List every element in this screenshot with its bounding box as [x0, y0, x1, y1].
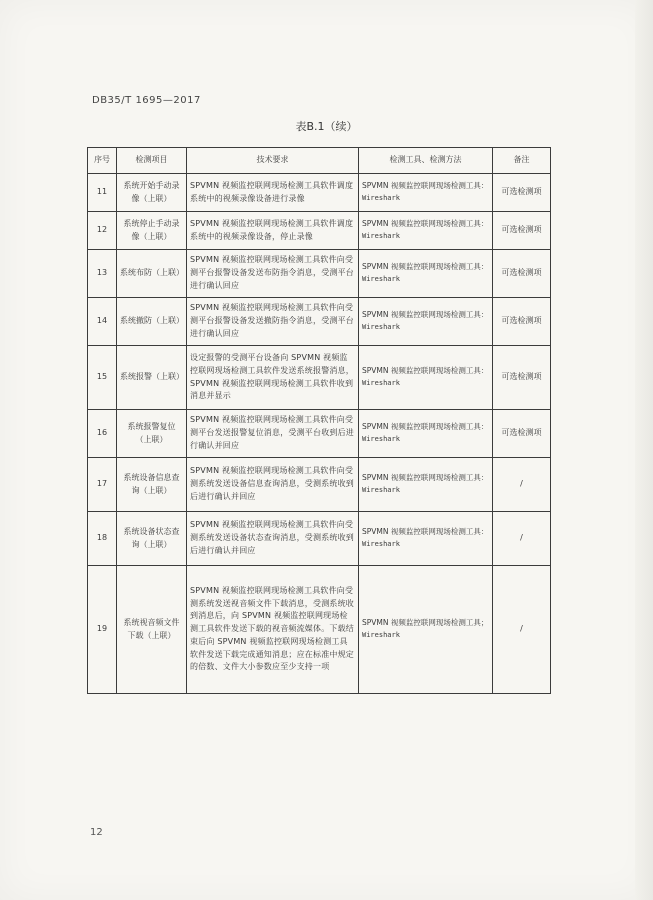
table-row [88, 174, 551, 212]
cell-tool [359, 250, 493, 298]
cell-item: 系统设备状态查询（上联） [117, 512, 187, 566]
cell-no: 15 [88, 346, 117, 410]
tool-text: SPVMN 视频监控联网现场检测工具： [362, 366, 489, 376]
cell-note: 可选检测项 [493, 174, 551, 212]
column-header-tool: 检测工具、检测方法 [359, 148, 493, 174]
cell-no: 13 [88, 250, 117, 298]
cell-requirement: SPVMN 视频监控联网现场检测工具软件向受测系统发送设备信息查询消息，受测系统收到后进行确认并回应 [187, 458, 359, 512]
cell-note: / [493, 458, 551, 512]
inspection-table [87, 147, 551, 694]
tool-text: SPVMN 视频监控联网现场检测工具： [362, 422, 489, 432]
tool-text: SPVMN 视频监控联网现场检测工具： [362, 181, 489, 191]
cell-requirement: SPVMN 视频监控联网现场检测工具软件向受测系统发送设备状态查询消息，受测系统收到后进行确认并回应 [187, 512, 359, 566]
cell-tool [359, 212, 493, 250]
cell-note: 可选检测项 [493, 250, 551, 298]
cell-requirement: SPVMN 视频监控联网现场检测工具软件向受测平台发送报警复位消息，受测平台收到后进行确认并回应 [187, 410, 359, 458]
table-row [88, 298, 551, 346]
tool-name-en: Wireshark [362, 275, 400, 284]
cell-no: 14 [88, 298, 117, 346]
table-row [88, 410, 551, 458]
tool-name-en: Wireshark [362, 486, 400, 495]
tool-name-en: Wireshark [362, 435, 400, 444]
cell-tool [359, 458, 493, 512]
tool-name-en: Wireshark [362, 379, 400, 388]
tool-name-en: Wireshark [362, 323, 400, 332]
cell-requirement: SPVMN 视频监控联网现场检测工具软件调度系统中的视频录像设备进行录像 [187, 174, 359, 212]
table-row [88, 346, 551, 410]
cell-requirement: SPVMN 视频监控联网现场检测工具软件向受测系统发送视音频文件下载消息，受测系统收到消息后，向 SPVMN 视频监控联网现场检测工具软件发送下载的视音频流媒体。下载结束后向 SPVMN 视频监控联网现场检测工具软件发送下载完成通知消息；应在标准中规定的倍数、文件大小参数应至少支持一项 [187, 566, 359, 694]
tool-name-en: Wireshark [362, 540, 400, 549]
tool-text: SPVMN 视频监控联网现场检测工具： [362, 219, 489, 229]
cell-note: 可选检测项 [493, 212, 551, 250]
cell-note: / [493, 566, 551, 694]
tool-text: SPVMN 视频监控联网现场检测工具： [362, 262, 489, 272]
table-row [88, 512, 551, 566]
cell-item: 系统视音频文件下载（上联） [117, 566, 187, 694]
cell-no: 12 [88, 212, 117, 250]
column-header-no: 序号 [88, 148, 117, 174]
cell-no: 17 [88, 458, 117, 512]
cell-requirement: 设定报警的受测平台设备向 SPVMN 视频监控联网现场检测工具软件发送系统报警消息，SPVMN 视频监控联网现场检测工具软件收到消息并显示 [187, 346, 359, 410]
table-title: 表B.1（续） [295, 120, 358, 133]
column-header-requirement: 技术要求 [187, 148, 359, 174]
tool-name-en: Wireshark [362, 631, 400, 640]
cell-tool [359, 346, 493, 410]
cell-requirement: SPVMN 视频监控联网现场检测工具软件向受测平台报警设备发送撤防指令消息，受测平台进行确认回应 [187, 298, 359, 346]
cell-no: 19 [88, 566, 117, 694]
scan-edge-shadow [635, 0, 653, 900]
cell-item: 系统报警复位（上联） [117, 410, 187, 458]
tool-name-en: Wireshark [362, 232, 400, 241]
cell-tool [359, 566, 493, 694]
cell-note: 可选检测项 [493, 410, 551, 458]
table-row [88, 250, 551, 298]
cell-requirement: SPVMN 视频监控联网现场检测工具软件向受测平台报警设备发送布防指令消息，受测平台进行确认回应 [187, 250, 359, 298]
cell-item: 系统布防（上联） [117, 250, 187, 298]
cell-note: 可选检测项 [493, 346, 551, 410]
cell-no: 16 [88, 410, 117, 458]
tool-text: SPVMN 视频监控联网现场检测工具： [362, 527, 489, 537]
table-header-row [88, 148, 551, 174]
cell-tool [359, 174, 493, 212]
page-number: 12 [90, 827, 103, 838]
table-row [88, 212, 551, 250]
table-row [88, 458, 551, 512]
cell-tool [359, 512, 493, 566]
column-header-note: 备注 [493, 148, 551, 174]
document-id: DB35/T 1695—2017 [92, 95, 201, 106]
column-header-item: 检测项目 [117, 148, 187, 174]
cell-item: 系统开始手动录像（上联） [117, 174, 187, 212]
tool-text: SPVMN 视频监控联网现场检测工具： [362, 310, 489, 320]
cell-requirement: SPVMN 视频监控联网现场检测工具软件调度系统中的视频录像设备，停止录像 [187, 212, 359, 250]
cell-no: 11 [88, 174, 117, 212]
cell-note: 可选检测项 [493, 298, 551, 346]
cell-item: 系统设备信息查询（上联） [117, 458, 187, 512]
cell-tool [359, 298, 493, 346]
table-row [88, 566, 551, 694]
cell-item: 系统撤防（上联） [117, 298, 187, 346]
tool-text: SPVMN 视频监控联网现场检测工具； [362, 618, 489, 628]
tool-text: SPVMN 视频监控联网现场检测工具： [362, 473, 489, 483]
tool-name-en: Wireshark [362, 194, 400, 203]
cell-note: / [493, 512, 551, 566]
cell-no: 18 [88, 512, 117, 566]
cell-item: 系统报警（上联） [117, 346, 187, 410]
cell-item: 系统停止手动录像（上联） [117, 212, 187, 250]
cell-tool [359, 410, 493, 458]
